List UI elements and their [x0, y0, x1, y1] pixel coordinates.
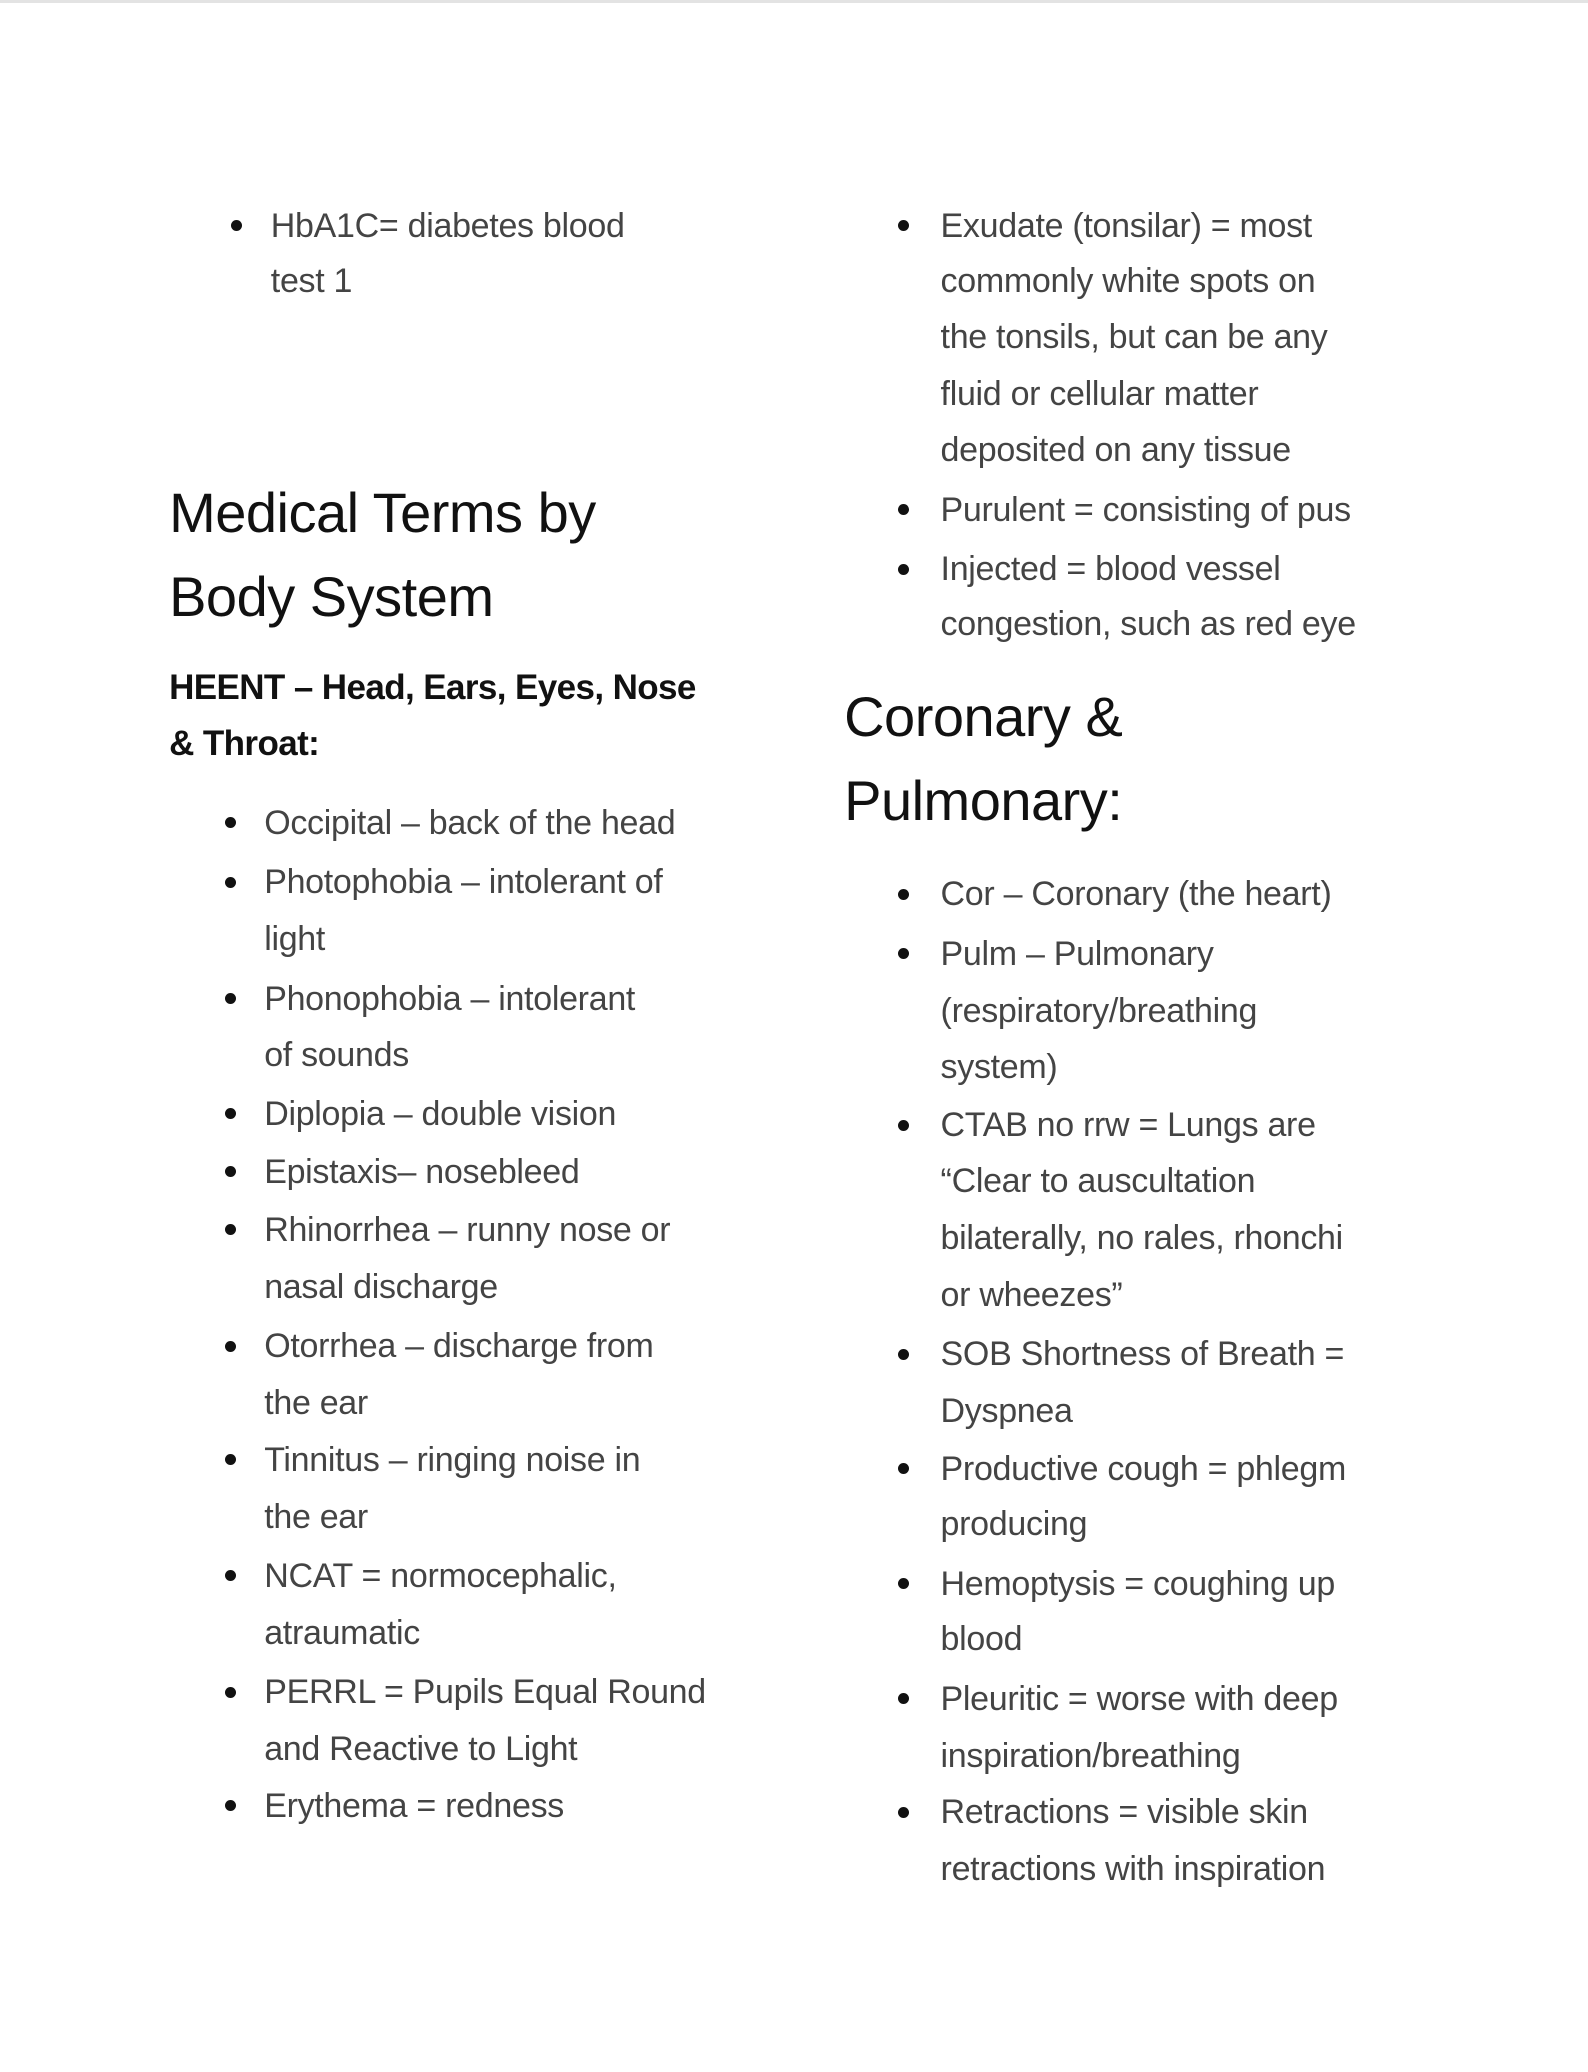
list-item-continuation: of sounds: [264, 1036, 409, 1075]
list-item: SOB Shortness of Breath =: [940, 1335, 1345, 1374]
list-item: Retractions = visible skin: [940, 1793, 1308, 1832]
bullet-icon: [898, 504, 909, 515]
list-item-continuation: system): [940, 1048, 1058, 1087]
subsection-heading: HEENT – Head, Ears, Eyes, Nose: [169, 668, 696, 708]
list-item-continuation: blood: [940, 1620, 1023, 1659]
list-item: HbA1C= diabetes blood: [270, 206, 625, 245]
list-item-continuation: the ear: [264, 1497, 368, 1536]
list-item: Pulm – Pulmonary: [940, 934, 1214, 973]
list-item: Occipital – back of the head: [264, 803, 676, 842]
bullet-icon: [225, 1224, 236, 1235]
list-item: Cor – Coronary (the heart): [940, 875, 1332, 914]
bullet-icon: [898, 1807, 909, 1818]
list-item-continuation: fluid or cellular matter: [940, 374, 1259, 413]
list-item-continuation: commonly white spots on: [940, 262, 1316, 301]
list-item: Otorrhea – discharge from: [264, 1327, 654, 1366]
bullet-icon: [898, 889, 909, 900]
bullet-icon: [898, 948, 909, 959]
list-item-continuation: inspiration/breathing: [940, 1736, 1241, 1775]
bullet-icon: [225, 1166, 236, 1177]
bullet-icon: [898, 564, 909, 575]
list-item-continuation: bilaterally, no rales, rhonchi: [940, 1218, 1343, 1257]
bullet-icon: [225, 1454, 236, 1465]
bullet-icon: [898, 1349, 909, 1360]
bullet-icon: [225, 1687, 236, 1698]
bullet-icon: [231, 220, 242, 231]
list-item: CTAB no rrw = Lungs are: [940, 1106, 1316, 1145]
list-item-continuation: the tonsils, but can be any: [940, 317, 1328, 356]
list-item: Epistaxis– nosebleed: [264, 1152, 580, 1191]
list-item: Rhinorrhea – runny nose or: [264, 1210, 671, 1249]
list-item-continuation: nasal discharge: [264, 1267, 498, 1306]
list-item: Phonophobia – intolerant: [264, 979, 636, 1018]
list-item: Diplopia – double vision: [264, 1094, 617, 1133]
list-item: Hemoptysis = coughing up: [940, 1564, 1335, 1603]
list-item-continuation: the ear: [264, 1383, 368, 1422]
list-item: Injected = blood vessel: [940, 550, 1281, 589]
list-item-continuation: deposited on any tissue: [940, 431, 1291, 470]
bullet-icon: [898, 1463, 909, 1474]
list-item-continuation: producing: [940, 1505, 1088, 1544]
bullet-icon: [225, 877, 236, 888]
list-item-continuation: test 1: [270, 262, 353, 301]
list-item: Exudate (tonsilar) = most: [940, 206, 1312, 245]
list-item-continuation: or wheezes”: [940, 1275, 1123, 1314]
bullet-icon: [898, 220, 909, 231]
list-item-continuation: Dyspnea: [940, 1391, 1073, 1430]
list-item-continuation: retractions with inspiration: [940, 1850, 1326, 1889]
list-item: Productive cough = phlegm: [940, 1449, 1347, 1488]
bullet-icon: [898, 1578, 909, 1589]
subsection-heading: & Throat:: [169, 723, 320, 763]
bullet-icon: [225, 1341, 236, 1352]
bullet-icon: [225, 1570, 236, 1581]
page-top-border: [0, 0, 1588, 3]
list-item-continuation: atraumatic: [264, 1613, 420, 1652]
list-item-continuation: (respiratory/breathing: [940, 991, 1258, 1030]
list-item-continuation: “Clear to auscultation: [940, 1161, 1256, 1200]
section-heading: Medical Terms by: [169, 480, 596, 544]
bullet-icon: [225, 1108, 236, 1119]
bullet-icon: [225, 1800, 236, 1811]
section-heading: Body System: [169, 565, 494, 629]
list-item-continuation: light: [264, 920, 326, 959]
bullet-icon: [225, 817, 236, 828]
list-item: Photophobia – intolerant of: [264, 863, 663, 902]
section-heading: Pulmonary:: [844, 768, 1123, 832]
list-item: Tinnitus – ringing noise in: [264, 1440, 641, 1479]
list-item: Erythema = redness: [264, 1786, 564, 1825]
list-item: PERRL = Pupils Equal Round: [264, 1673, 706, 1712]
bullet-icon: [898, 1120, 909, 1131]
list-item: Pleuritic = worse with deep: [940, 1679, 1338, 1718]
list-item: NCAT = normocephalic,: [264, 1556, 617, 1595]
bullet-icon: [225, 993, 236, 1004]
list-item-continuation: and Reactive to Light: [264, 1730, 578, 1768]
bullet-icon: [898, 1693, 909, 1704]
list-item: Purulent = consisting of pus: [940, 490, 1351, 529]
section-heading: Coronary &: [844, 685, 1123, 749]
list-item-continuation: congestion, such as red eye: [940, 604, 1356, 643]
